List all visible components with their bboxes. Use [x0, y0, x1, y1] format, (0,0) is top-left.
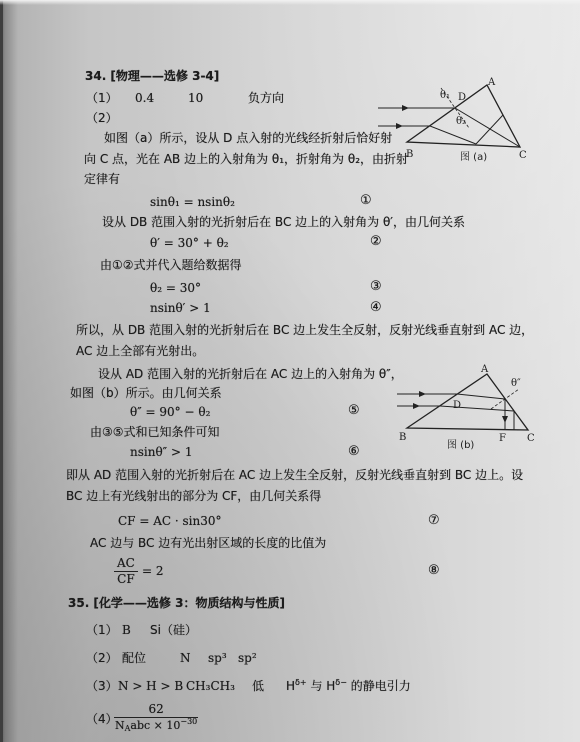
subscript: A	[124, 724, 131, 733]
q35-answer-2-item: sp³	[208, 651, 227, 665]
fraction-denominator: CF	[117, 572, 135, 586]
label-a: A	[488, 77, 496, 88]
q34-text-line: 所以，从 DB 范围入射的光折射后在 BC 边上发生全反射，反射光线垂直射到 AC 边，	[76, 323, 534, 337]
label-theta2: θ₂	[456, 116, 467, 127]
q35-answer-1-item: B	[122, 623, 131, 637]
equation-1: sinθ₁ = nsinθ₂	[150, 195, 235, 209]
label-f: F	[499, 433, 506, 444]
equation-8-number: ⑧	[428, 563, 440, 578]
label-theta-double-prime: θ″	[511, 378, 521, 389]
q34-text-line: 定律有	[84, 172, 121, 186]
label-d: D	[453, 400, 462, 411]
q34-text-line: AC 边与 BC 边有光出射区域的长度的比值为	[90, 536, 327, 550]
q35-answer-2-item: 配位	[122, 651, 147, 665]
refracted-ray-2	[440, 406, 514, 411]
arrowhead-1	[419, 391, 426, 397]
q35-answer-3-item: CH₃CH₃	[186, 679, 235, 693]
equation-7: CF = AC · sin30°	[118, 514, 222, 528]
q34-text-line: 如图（a）所示，设从 D 点入射的光线经折射后恰好射	[104, 131, 393, 145]
fraction-denominator	[112, 718, 200, 733]
equation-4: nsinθ′ > 1	[150, 301, 211, 315]
q35-answer-2-item: sp²	[238, 651, 257, 665]
q34-part1-answer-2: 10	[188, 91, 204, 105]
superscript: δ−	[335, 678, 347, 687]
equation-8-fraction	[114, 556, 138, 587]
arrowhead-2	[396, 123, 403, 129]
equation-6-number: ⑥	[348, 444, 360, 459]
fraction-numerator: AC	[114, 556, 138, 572]
reflected-ray-2	[476, 115, 503, 144]
q35-answer-3-item: 低	[252, 679, 265, 693]
figure-a-caption: 图 (a)	[460, 152, 488, 163]
q34-text-line: 即从 AD 范围入射的光折射后在 AC 边上发生全反射，反射光线垂直射到 BC 边上。设	[66, 468, 524, 482]
text-segment: N	[115, 719, 125, 732]
equation-5: θ″ = 90° − θ₂	[130, 405, 211, 419]
equation-2: θ′ = 30° + θ₂	[150, 236, 229, 250]
q34-part1-answer-3: 负方向	[248, 91, 285, 105]
label-b: B	[406, 149, 414, 160]
figure-b-diagram	[395, 366, 545, 452]
figure-a-diagram	[376, 78, 536, 170]
equation-6: nsinθ″ > 1	[130, 445, 193, 459]
q35-answer-2-label: （2）	[86, 651, 118, 665]
q35-answer-1-item: Si（硅）	[150, 623, 197, 637]
equation-8-rhs: = 2	[142, 564, 164, 578]
equation-4-number: ④	[370, 300, 382, 315]
q34-text-line: 由③⑤式和已知条件可知	[90, 425, 220, 439]
equation-3: θ₂ = 30°	[150, 281, 201, 295]
equation-3-number: ③	[370, 279, 382, 294]
superscript: δ+	[295, 678, 307, 687]
q35-answer-3-label: （3）	[86, 679, 118, 693]
text-segment: H	[286, 679, 296, 693]
equation-7-number: ⑦	[428, 513, 440, 528]
equation-5-number: ⑤	[348, 403, 360, 418]
refracted-ray-2	[430, 126, 476, 144]
label-d: D	[458, 92, 467, 103]
label-b: B	[399, 432, 407, 443]
q35-answer-4-fraction	[112, 702, 200, 733]
q34-text-line: 设从 AD 范围入射的光折射后在 AC 边上的入射角为 θ″，	[98, 367, 403, 381]
q35-answer-3-item: N > H > B	[118, 679, 184, 693]
q34-text-line: 向 C 点，光在 AB 边上的入射角为 θ₁，折射角为 θ₂，由折射	[84, 152, 409, 166]
q35-header: 35. [化学——选修 3：物质结构与性质]	[68, 596, 285, 610]
arrowhead-1	[402, 105, 409, 111]
arrowhead-3	[502, 416, 508, 423]
q35-answer-3-attraction	[286, 678, 411, 694]
q35-answer-1-label: （1）	[86, 623, 118, 637]
refracted-ray-1	[457, 394, 505, 399]
equation-1-number: ①	[360, 193, 372, 208]
q35-answer-4-label: （4）	[86, 712, 118, 726]
fraction-numerator: 62	[114, 702, 197, 718]
superscript: −30	[180, 717, 198, 726]
label-a: A	[481, 364, 489, 375]
text-segment: abc × 10	[130, 719, 181, 732]
q34-header: 34. [物理——选修 3-4]	[85, 69, 220, 83]
label-c: C	[527, 433, 535, 444]
label-theta1: θ₁	[440, 90, 451, 101]
q34-text-line: 设从 DB 范围入射的光折射后在 BC 边上的入射角为 θ′，由几何关系	[102, 215, 466, 229]
text-segment: 的静电引力	[346, 679, 411, 693]
page-shadow-edge	[0, 0, 3, 742]
q34-text-line: 如图（b）所示。由几何关系	[70, 386, 222, 400]
label-c: C	[519, 150, 527, 161]
q34-part1-answer-1: 0.4	[135, 91, 155, 105]
q35-answer-2-item: N	[180, 651, 191, 665]
prism-b-outline	[407, 374, 528, 430]
equation-2-number: ②	[370, 234, 382, 249]
q34-text-line: AC 边上全部有光射出。	[76, 344, 205, 358]
arrowhead-2	[413, 403, 420, 409]
q34-text-line: 由①②式并代入题给数据得	[100, 258, 242, 272]
figure-b-caption: 图 (b)	[447, 440, 475, 451]
q34-text-line: BC 边上有光线射出的部分为 CF，由几何关系得	[66, 489, 322, 503]
text-segment: 与 H	[306, 679, 336, 693]
q34-part1-label: （1）	[86, 91, 118, 105]
page-top-edge	[0, 0, 580, 5]
q34-part2-label: （2）	[86, 111, 118, 125]
